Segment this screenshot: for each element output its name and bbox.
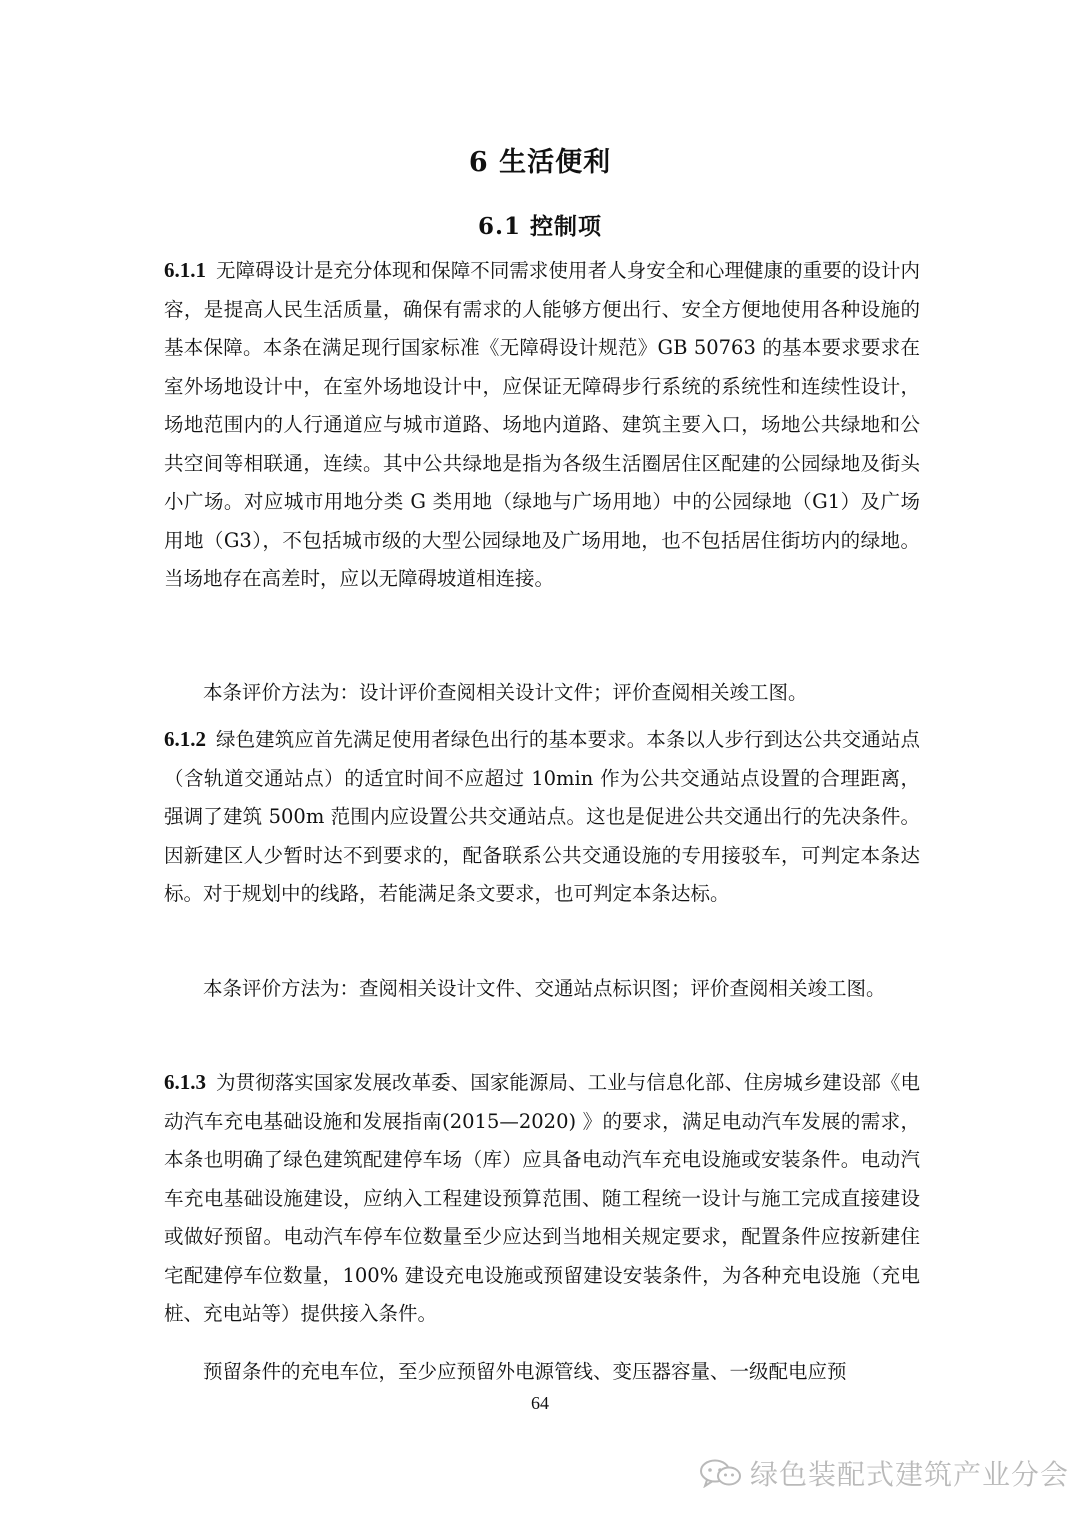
- clause-6-1-3: [164, 1063, 920, 1334]
- page-number: 64: [531, 1393, 549, 1413]
- clause-text: 无障碍设计是充分体现和保障不同需求使用者人身安全和心理健康的重要的设计内容，是提高人民生活质量，确保有需求的人能够方便出行、安全方便地使用各种设施的基本保障。本条在满足现行国家标准《无障碍设计规范》GB 50763 的基本要求要求在室外场地设计中，在室外场地设计中，应保证无障碍步行系统的系统性和连续性设计，场地范围内的人行通道应与城市道路、场地内道路、建筑主要入口，场地公共绿地和公共空间等相联通，连续。其中公共绿地是指为各级生活圈居住区配建的公园绿地及街头小广场。对应城市用地分类 G 类用地（绿地与广场用地）中的公园绿地（G1）及广场用地（G3），不包括城市级的大型公园绿地及广场用地，也不包括居住街坊内的绿地。当场地存在高差时，应以无障碍坡道相连接。: [164, 259, 920, 590]
- clause-number: 6.1.1: [164, 258, 206, 282]
- watermark-text: 绿色装配式建筑产业分会: [750, 1458, 1070, 1491]
- watermark: [698, 1453, 1069, 1493]
- clause-text: 为贯彻落实国家发展改革委、国家能源局、工业与信息化部、住房城乡建设部《电动汽车充电基础设施和发展指南(2015—2020) 》的要求，满足电动汽车发展的需求，本条也明确了绿色建筑配建停车场（库）应具备电动汽车充电设施或安装条件。电动汽车充电基础设施建设，应纳入工程建设预算范围、随工程统一设计与施工完成直接建设或做好预留。电动汽车停车位数量至少应达到当地相关规定要求，配置条件应按新建住宅配建停车位数量，100% 建设充电设施或预留建设安装条件，为各种充电设施（充电桩、充电站等）提供接入条件。: [164, 1071, 920, 1325]
- chapter-title: 6 生活便利: [468, 147, 612, 178]
- evaluation-method-6-1-1: 本条评价方法为：设计评价查阅相关设计文件；评价查阅相关竣工图。: [203, 681, 808, 704]
- clause-number: 6.1.3: [164, 1070, 206, 1094]
- clause-6-1-2: [164, 720, 920, 914]
- clause-6-1-1: [164, 251, 920, 599]
- clause-number: 6.1.2: [164, 727, 206, 751]
- clause-text: 绿色建筑应首先满足使用者绿色出行的基本要求。本条以人步行到达公共交通站点（含轨道交通站点）的适宜时间不应超过 10min 作为公共交通站点设置的合理距离，强调了建筑 500m 范围内应设置公共交通站点。这也是促进公共交通出行的先决条件。因新建区人少暂时达不到要求的，配备联系公共交通设施的专用接驳车，可判定本条达标。对于规划中的线路，若能满足条文要求，也可判定本条达标。: [164, 728, 920, 905]
- clause-6-1-3-continuation: 预留条件的充电车位，至少应预留外电源管线、变压器容量、一级配电应预: [203, 1360, 847, 1383]
- evaluation-method-6-1-2: 本条评价方法为：查阅相关设计文件、交通站点标识图；评价查阅相关竣工图。: [203, 977, 886, 1000]
- section-title: 6.1 控制项: [477, 213, 603, 240]
- wechat-icon: [698, 1458, 744, 1488]
